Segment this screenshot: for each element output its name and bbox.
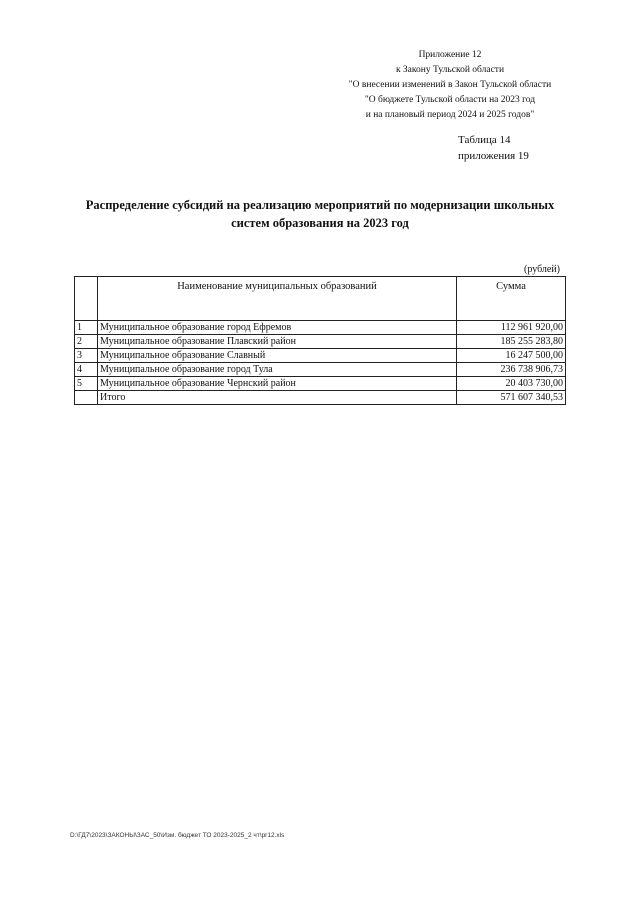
appendix-line: "О бюджете Тульской области на 2023 год xyxy=(364,95,536,105)
table-row xyxy=(75,321,566,335)
appendix-line: Приложение 12 xyxy=(418,50,482,60)
appendix-line: и на плановый период 2024 и 2025 годов" xyxy=(365,110,535,120)
subsidy-table xyxy=(74,276,566,405)
appendix-line: "О внесении изменений в Закон Тульской области xyxy=(348,80,552,90)
row-amount: 16 247 500,00 xyxy=(457,349,566,363)
total-label: Итого xyxy=(98,391,457,405)
row-name: Муниципальное образование Славный xyxy=(98,349,457,363)
appendix-header xyxy=(330,48,570,123)
row-number: 2 xyxy=(75,335,98,349)
row-number: 3 xyxy=(75,349,98,363)
file-path-footer: D:\ГД7\2023\ЗАКОНЫ\ЗАС_50\Изм. бюджет ТО 2023-2025_2 чт\pr12.xls xyxy=(70,832,285,839)
appendix-line: к Закону Тульской области xyxy=(395,65,505,75)
row-amount: 185 255 283,80 xyxy=(457,335,566,349)
row-name: Муниципальное образование Чернский район xyxy=(98,377,457,391)
row-name: Муниципальное образование город Тула xyxy=(98,363,457,377)
title-line-1: Распределение субсидий на реализацию мероприятий по модернизации школьных xyxy=(85,198,555,212)
row-name: Муниципальное образование город Ефремов xyxy=(98,321,457,335)
row-amount: 112 961 920,00 xyxy=(457,321,566,335)
header-name-cell: Наименование муниципальных образований xyxy=(98,277,457,321)
header-number-cell xyxy=(75,277,98,321)
total-number xyxy=(75,391,98,405)
units-label: (рублей) xyxy=(524,264,561,275)
row-number: 4 xyxy=(75,363,98,377)
title-line-2: систем образования на 2023 год xyxy=(231,216,409,230)
total-amount: 571 607 340,53 xyxy=(457,391,566,405)
table-row xyxy=(75,363,566,377)
row-name: Муниципальное образование Плавский район xyxy=(98,335,457,349)
header-amount-cell: Сумма xyxy=(457,277,566,321)
row-number: 5 xyxy=(75,377,98,391)
table-row xyxy=(75,377,566,391)
table-total-row xyxy=(75,391,566,405)
row-number: 1 xyxy=(75,321,98,335)
table-row xyxy=(75,349,566,363)
table-number: Таблица 14 xyxy=(458,134,511,146)
row-amount: 20 403 730,00 xyxy=(457,377,566,391)
row-amount: 236 738 906,73 xyxy=(457,363,566,377)
table-header-row xyxy=(75,277,566,321)
table-row xyxy=(75,335,566,349)
table-reference xyxy=(458,132,529,164)
table-appendix-ref: приложения 19 xyxy=(458,150,529,162)
document-title xyxy=(70,196,570,232)
